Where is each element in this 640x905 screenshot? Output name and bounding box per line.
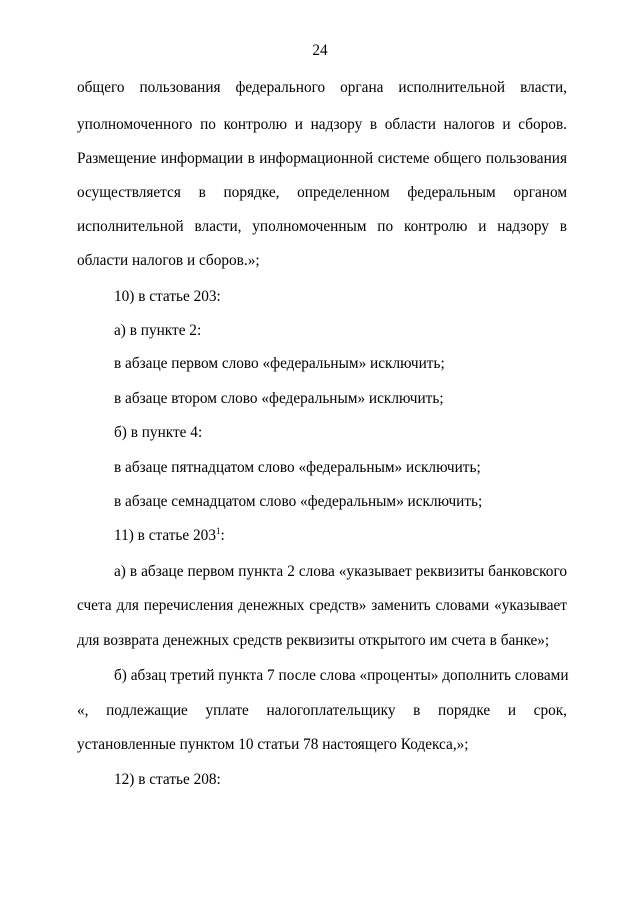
list-item: б) в пункте 4: [114, 424, 203, 441]
page-number: 24 [312, 42, 328, 59]
text-line: общего пользования федерального органа исполнительной власти, [77, 79, 567, 96]
text-line: в абзаце втором слово «федеральным» исключить; [114, 390, 444, 407]
text-line: для возврата денежных средств реквизиты открытого им счета в банке»; [77, 632, 550, 649]
text-line: области налогов и сборов.»; [77, 252, 260, 269]
text-line: Размещение информации в информационной системе общего пользования [77, 150, 567, 167]
list-item: 12) в статье 208: [114, 771, 221, 788]
text-line: в абзаце семнадцатом слово «федеральным» исключить; [114, 493, 483, 510]
text-line: в абзаце пятнадцатом слово «федеральным» исключить; [114, 459, 481, 476]
list-item [114, 527, 225, 545]
item-colon: : [220, 527, 225, 544]
text-line: а) в абзаце первом пункта 2 слова «указывает реквизиты банковского [114, 563, 567, 580]
text-line: б) абзац третий пункта 7 после слова «проценты» дополнить словами [114, 667, 569, 684]
text-line: установленные пунктом 10 статьи 78 настоящего Кодекса,»; [77, 736, 469, 753]
list-item: а) в пункте 2: [114, 322, 202, 339]
text-line: «, подлежащие уплате налогоплательщику в порядке и срок, [77, 702, 567, 719]
item-text: 11) в статье 203 [114, 527, 216, 544]
text-line: счета для перечисления денежных средств» заменить словами «указывает [77, 597, 567, 614]
list-item: 10) в статье 203: [114, 288, 221, 305]
text-line: в абзаце первом слово «федеральным» исключить; [114, 355, 445, 372]
text-line: осуществляется в порядке, определенном федеральным органом [77, 184, 567, 201]
text-line: исполнительной власти, уполномоченным по контролю и надзору в [77, 218, 567, 235]
text-line: уполномоченного по контролю и надзору в области налогов и сборов. [77, 116, 567, 133]
superscript: 1 [215, 525, 221, 536]
